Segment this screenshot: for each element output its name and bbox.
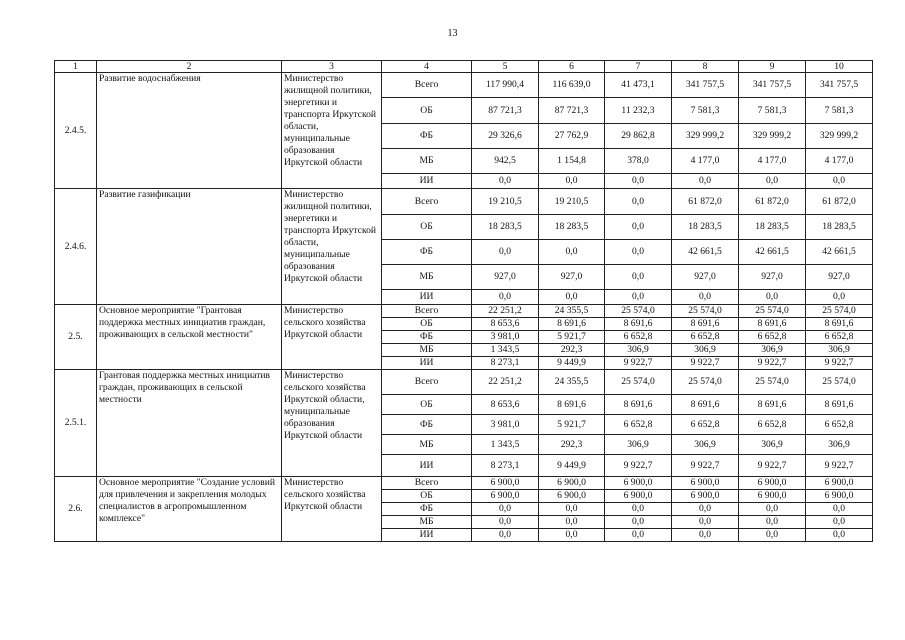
- funding-row: [55, 305, 873, 318]
- amount-cell: 22 251,2: [472, 305, 539, 318]
- amount-cell: 8 691,6: [672, 395, 739, 415]
- amount-cell: 927,0: [472, 265, 539, 290]
- amount-cell: 42 661,5: [672, 240, 739, 265]
- amount-cell: 927,0: [806, 265, 873, 290]
- amount-cell: 87 721,3: [472, 98, 539, 124]
- amount-cell: 8 691,6: [806, 318, 873, 331]
- amount-cell: 6 652,8: [605, 331, 672, 344]
- funding-source: ФБ: [382, 331, 472, 344]
- amount-cell: 7 581,3: [806, 98, 873, 124]
- amount-cell: 8 691,6: [739, 395, 806, 415]
- amount-cell: 6 900,0: [539, 490, 605, 503]
- amount-cell: 0,0: [605, 529, 672, 542]
- amount-cell: 6 652,8: [605, 415, 672, 435]
- funding-source: ОБ: [382, 490, 472, 503]
- amount-cell: 9 922,7: [605, 455, 672, 477]
- amount-cell: 5 921,7: [539, 331, 605, 344]
- amount-cell: 306,9: [672, 435, 739, 455]
- amount-cell: 87 721,3: [539, 98, 605, 124]
- amount-cell: 9 449,9: [539, 455, 605, 477]
- amount-cell: 6 900,0: [539, 477, 605, 490]
- funding-source: ИИ: [382, 455, 472, 477]
- funding-source: ОБ: [382, 395, 472, 415]
- amount-cell: 6 652,8: [739, 331, 806, 344]
- amount-cell: 0,0: [672, 529, 739, 542]
- item-executor: Министерство сельского хозяйства Иркутской области: [282, 477, 382, 542]
- column-number: 8: [672, 61, 739, 73]
- item-title: Основное мероприятие "Грантовая поддержка местных инициатив граждан, проживающих в сельской местности": [97, 305, 282, 370]
- funding-source: МБ: [382, 516, 472, 529]
- amount-cell: 8 691,6: [539, 395, 605, 415]
- amount-cell: 8 273,1: [472, 357, 539, 370]
- table-body: [55, 61, 873, 542]
- funding-source: МБ: [382, 265, 472, 290]
- amount-cell: 18 283,5: [539, 215, 605, 240]
- item-code: 2.5.: [55, 305, 97, 370]
- amount-cell: 61 872,0: [739, 189, 806, 215]
- amount-cell: 1 343,5: [472, 435, 539, 455]
- amount-cell: 6 900,0: [605, 490, 672, 503]
- funding-source: Всего: [382, 73, 472, 98]
- amount-cell: 0,0: [539, 174, 605, 189]
- amount-cell: 6 652,8: [806, 415, 873, 435]
- amount-cell: 329 999,2: [672, 124, 739, 149]
- amount-cell: 9 922,7: [605, 357, 672, 370]
- item-code: 2.4.6.: [55, 189, 97, 305]
- amount-cell: 0,0: [806, 174, 873, 189]
- amount-cell: 6 900,0: [739, 490, 806, 503]
- amount-cell: 927,0: [539, 265, 605, 290]
- amount-cell: 6 900,0: [672, 477, 739, 490]
- amount-cell: 0,0: [605, 265, 672, 290]
- funding-source: ОБ: [382, 318, 472, 331]
- amount-cell: 6 900,0: [672, 490, 739, 503]
- amount-cell: 9 922,7: [672, 455, 739, 477]
- amount-cell: 19 210,5: [472, 189, 539, 215]
- amount-cell: 8 653,6: [472, 395, 539, 415]
- column-number: 2: [97, 61, 282, 73]
- amount-cell: 8 691,6: [605, 318, 672, 331]
- column-number: 3: [282, 61, 382, 73]
- amount-cell: 8 691,6: [605, 395, 672, 415]
- amount-cell: 6 652,8: [739, 415, 806, 435]
- amount-cell: 9 922,7: [806, 455, 873, 477]
- amount-cell: 0,0: [472, 290, 539, 305]
- amount-cell: 942,5: [472, 149, 539, 174]
- amount-cell: 8 691,6: [739, 318, 806, 331]
- amount-cell: 0,0: [605, 290, 672, 305]
- amount-cell: 25 574,0: [672, 305, 739, 318]
- funding-source: Всего: [382, 477, 472, 490]
- amount-cell: 116 639,0: [539, 73, 605, 98]
- funding-source: МБ: [382, 149, 472, 174]
- budget-table: [54, 60, 873, 542]
- funding-source: Всего: [382, 370, 472, 395]
- amount-cell: 6 652,8: [672, 331, 739, 344]
- funding-source: ИИ: [382, 529, 472, 542]
- amount-cell: 6 652,8: [806, 331, 873, 344]
- funding-source: МБ: [382, 435, 472, 455]
- amount-cell: 6 900,0: [806, 477, 873, 490]
- amount-cell: 0,0: [739, 516, 806, 529]
- amount-cell: 341 757,5: [672, 73, 739, 98]
- amount-cell: 0,0: [739, 290, 806, 305]
- amount-cell: 29 326,6: [472, 124, 539, 149]
- amount-cell: 0,0: [672, 516, 739, 529]
- amount-cell: 8 273,1: [472, 455, 539, 477]
- amount-cell: 19 210,5: [539, 189, 605, 215]
- amount-cell: 0,0: [739, 174, 806, 189]
- amount-cell: 0,0: [739, 503, 806, 516]
- amount-cell: 18 283,5: [672, 215, 739, 240]
- amount-cell: 8 691,6: [672, 318, 739, 331]
- column-number: 5: [472, 61, 539, 73]
- amount-cell: 0,0: [806, 503, 873, 516]
- column-number: 10: [806, 61, 873, 73]
- amount-cell: 0,0: [672, 503, 739, 516]
- amount-cell: 9 922,7: [672, 357, 739, 370]
- amount-cell: 0,0: [472, 516, 539, 529]
- amount-cell: 6 900,0: [472, 477, 539, 490]
- amount-cell: 6 900,0: [806, 490, 873, 503]
- amount-cell: 292,3: [539, 344, 605, 357]
- funding-row: [55, 73, 873, 98]
- amount-cell: 25 574,0: [605, 305, 672, 318]
- amount-cell: 22 251,2: [472, 370, 539, 395]
- amount-cell: 0,0: [605, 503, 672, 516]
- amount-cell: 0,0: [605, 516, 672, 529]
- amount-cell: 25 574,0: [672, 370, 739, 395]
- amount-cell: 42 661,5: [806, 240, 873, 265]
- item-title: Основное мероприятие "Создание условий для привлечения и закрепления молодых специалистов в агропромышленном комплексе": [97, 477, 282, 542]
- amount-cell: 25 574,0: [739, 370, 806, 395]
- item-executor: Министерство сельского хозяйства Иркутской области: [282, 305, 382, 370]
- amount-cell: 0,0: [605, 215, 672, 240]
- amount-cell: 9 449,9: [539, 357, 605, 370]
- amount-cell: 0,0: [539, 516, 605, 529]
- funding-source: ОБ: [382, 215, 472, 240]
- amount-cell: 25 574,0: [605, 370, 672, 395]
- amount-cell: 9 922,7: [739, 357, 806, 370]
- amount-cell: 306,9: [739, 435, 806, 455]
- amount-cell: 61 872,0: [672, 189, 739, 215]
- funding-source: ОБ: [382, 98, 472, 124]
- funding-row: [55, 189, 873, 215]
- funding-source: ФБ: [382, 240, 472, 265]
- amount-cell: 306,9: [672, 344, 739, 357]
- amount-cell: 1 343,5: [472, 344, 539, 357]
- amount-cell: 9 922,7: [806, 357, 873, 370]
- amount-cell: 329 999,2: [739, 124, 806, 149]
- amount-cell: 0,0: [672, 290, 739, 305]
- item-executor: Министерство жилищной политики, энергетики и транспорта Иркутской области, муниципальные образования Иркутской области: [282, 73, 382, 189]
- funding-source: ИИ: [382, 357, 472, 370]
- funding-row: [55, 370, 873, 395]
- amount-cell: 0,0: [605, 240, 672, 265]
- item-code: 2.5.1.: [55, 370, 97, 477]
- amount-cell: 0,0: [672, 174, 739, 189]
- amount-cell: 0,0: [806, 529, 873, 542]
- column-number-row: [55, 61, 873, 73]
- item-code: 2.4.5.: [55, 73, 97, 189]
- amount-cell: 6 900,0: [472, 490, 539, 503]
- amount-cell: 0,0: [605, 189, 672, 215]
- column-number: 6: [539, 61, 605, 73]
- amount-cell: 341 757,5: [806, 73, 873, 98]
- amount-cell: 306,9: [806, 344, 873, 357]
- amount-cell: 42 661,5: [739, 240, 806, 265]
- funding-source: ФБ: [382, 124, 472, 149]
- amount-cell: 25 574,0: [806, 370, 873, 395]
- amount-cell: 0,0: [539, 290, 605, 305]
- amount-cell: 3 981,0: [472, 331, 539, 344]
- funding-source: ИИ: [382, 290, 472, 305]
- amount-cell: 0,0: [472, 174, 539, 189]
- amount-cell: 306,9: [605, 344, 672, 357]
- amount-cell: 6 652,8: [672, 415, 739, 435]
- item-code: 2.6.: [55, 477, 97, 542]
- amount-cell: 18 283,5: [472, 215, 539, 240]
- funding-row: [55, 477, 873, 490]
- amount-cell: 8 691,6: [806, 395, 873, 415]
- amount-cell: 4 177,0: [739, 149, 806, 174]
- item-executor: Министерство сельского хозяйства Иркутской области, муниципальные образования Иркутской области: [282, 370, 382, 477]
- amount-cell: 0,0: [539, 240, 605, 265]
- amount-cell: 6 900,0: [739, 477, 806, 490]
- funding-source: МБ: [382, 344, 472, 357]
- amount-cell: 0,0: [605, 174, 672, 189]
- amount-cell: 0,0: [472, 240, 539, 265]
- amount-cell: 117 990,4: [472, 73, 539, 98]
- amount-cell: 41 473,1: [605, 73, 672, 98]
- amount-cell: 329 999,2: [806, 124, 873, 149]
- amount-cell: 18 283,5: [739, 215, 806, 240]
- amount-cell: 0,0: [472, 503, 539, 516]
- amount-cell: 306,9: [806, 435, 873, 455]
- page-number: 13: [447, 28, 458, 39]
- amount-cell: 61 872,0: [806, 189, 873, 215]
- amount-cell: 3 981,0: [472, 415, 539, 435]
- item-title: Грантовая поддержка местных инициатив граждан, проживающих в сельской местности: [97, 370, 282, 477]
- column-number: 7: [605, 61, 672, 73]
- amount-cell: 9 922,7: [739, 455, 806, 477]
- amount-cell: 1 154,8: [539, 149, 605, 174]
- funding-source: Всего: [382, 189, 472, 215]
- amount-cell: 8 691,6: [539, 318, 605, 331]
- funding-source: ФБ: [382, 503, 472, 516]
- item-title: Развитие газификации: [97, 189, 282, 305]
- funding-source: Всего: [382, 305, 472, 318]
- amount-cell: 306,9: [605, 435, 672, 455]
- amount-cell: 6 900,0: [605, 477, 672, 490]
- funding-source: ФБ: [382, 415, 472, 435]
- funding-source: ИИ: [382, 174, 472, 189]
- amount-cell: 306,9: [739, 344, 806, 357]
- column-number: 1: [55, 61, 97, 73]
- amount-cell: 4 177,0: [672, 149, 739, 174]
- amount-cell: 0,0: [806, 516, 873, 529]
- amount-cell: 25 574,0: [739, 305, 806, 318]
- amount-cell: 0,0: [539, 529, 605, 542]
- column-number: 9: [739, 61, 806, 73]
- amount-cell: 18 283,5: [806, 215, 873, 240]
- amount-cell: 7 581,3: [739, 98, 806, 124]
- amount-cell: 341 757,5: [739, 73, 806, 98]
- column-number: 4: [382, 61, 472, 73]
- amount-cell: 11 232,3: [605, 98, 672, 124]
- amount-cell: 5 921,7: [539, 415, 605, 435]
- amount-cell: 927,0: [672, 265, 739, 290]
- amount-cell: 7 581,3: [672, 98, 739, 124]
- amount-cell: 8 653,6: [472, 318, 539, 331]
- amount-cell: 25 574,0: [806, 305, 873, 318]
- amount-cell: 27 762,9: [539, 124, 605, 149]
- amount-cell: 4 177,0: [806, 149, 873, 174]
- item-title: Развитие водоснабжения: [97, 73, 282, 189]
- amount-cell: 24 355,5: [539, 305, 605, 318]
- amount-cell: 927,0: [739, 265, 806, 290]
- amount-cell: 29 862,8: [605, 124, 672, 149]
- amount-cell: 0,0: [539, 503, 605, 516]
- amount-cell: 0,0: [472, 529, 539, 542]
- item-executor: Министерство жилищной политики, энергетики и транспорта Иркутской области, муниципальные образования Иркутской области: [282, 189, 382, 305]
- amount-cell: 378,0: [605, 149, 672, 174]
- amount-cell: 0,0: [806, 290, 873, 305]
- amount-cell: 24 355,5: [539, 370, 605, 395]
- amount-cell: 292,3: [539, 435, 605, 455]
- amount-cell: 0,0: [739, 529, 806, 542]
